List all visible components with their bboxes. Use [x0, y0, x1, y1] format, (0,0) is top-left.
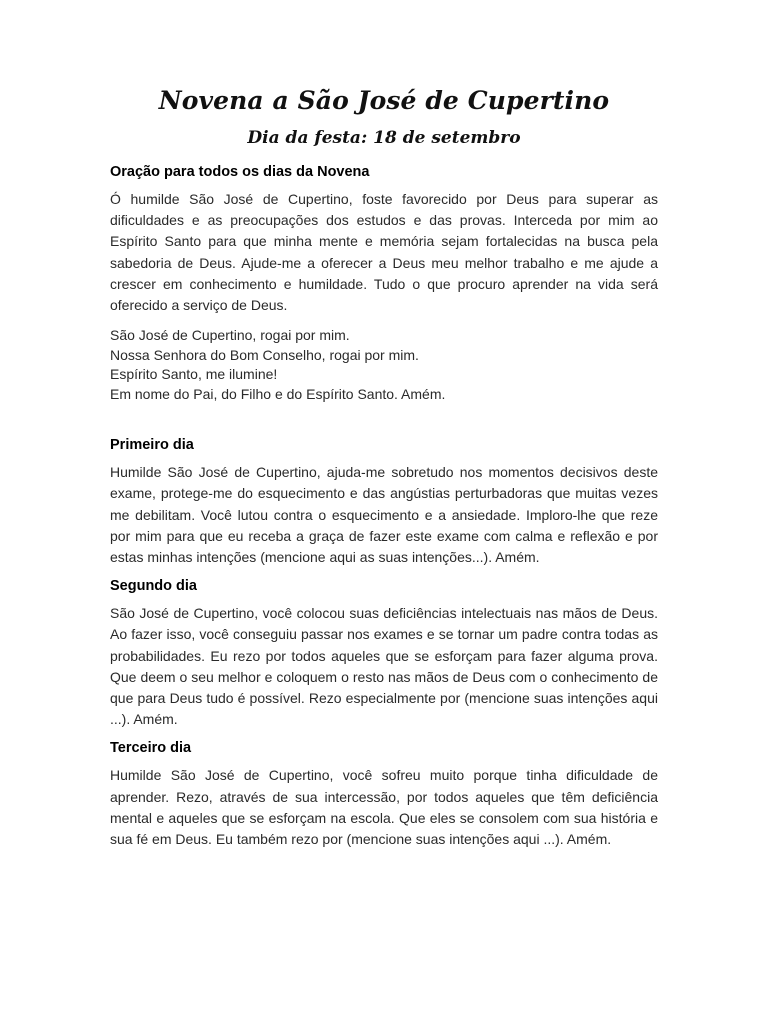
- invocation-line: Espírito Santo, me ilumine!: [110, 366, 278, 383]
- day-3-text: Humilde São José de Cupertino, você sofreu muito porque tinha dificuldade de aprender. Rezo, através de sua intercessão, por todos aqueles que têm deficiência mental e aqueles que se esforçam na escola. Que eles se consolem com sua história e sua fé em Deus. Eu também rezo por (mencione suas intenções aqui ...). Amém.: [110, 767, 658, 848]
- prayer-heading: Oração para todos os dias da Novena: [110, 164, 370, 180]
- day-1-heading: Primeiro dia: [110, 437, 194, 454]
- document-page: [110, 84, 658, 850]
- document-title: Novena a São José de Cupertino: [158, 86, 610, 115]
- day-2-text: São José de Cupertino, você colocou suas deficiências intelectuais nas mãos de Deus. Ao fazer isso, você conseguiu passar nos exames e se tornar um padre contra todas as probabilidades. Eu rezo por todos aqueles que se esforçam para fazer alguma prova. Que deem o seu melhor e coloquem o resto nas mãos de Deus com o conhecimento de que para Deus tudo é possível. Rezo especialmente por (mencione suas intenções aqui ...). Amém.: [110, 605, 658, 728]
- prayer-paragraph: Ó humilde São José de Cupertino, foste favorecido por Deus para superar as dificuldades e as preocupações dos estudos e das provas. Interceda por mim ao Espírito Santo para que minha mente e memória sejam fortalecidas na busca pela sabedoria de Deus. Ajude-me a oferecer a Deus meu melhor trabalho e me ajude a crescer em conhecimento e humildade. Tudo o que procuro aprender na vida será oferecido a serviço de Deus.: [110, 191, 658, 314]
- day-2-heading: Segundo dia: [110, 578, 197, 595]
- day-1-text: Humilde São José de Cupertino, ajuda-me sobretudo nos momentos decisivos deste exame, protege-me do esquecimento e das angústias perturbadoras que muitas vezes me debilitam. Você lutou contra o esquecimento e a ansiedade. Imploro-lhe que reze por mim para que eu receba a graça de fazer este exame com calma e reflexão e por estas minhas intenções (mencione aqui as suas intenções...). Amém.: [110, 464, 658, 566]
- invocations-list: [110, 326, 658, 404]
- invocation-line: São José de Cupertino, rogai por mim.: [110, 327, 350, 344]
- feast-day-subtitle: Dia da festa: 18 de setembro: [247, 128, 521, 148]
- day-3-heading: Terceiro dia: [110, 740, 192, 757]
- invocation-line: Em nome do Pai, do Filho e do Espírito Santo. Amém.: [110, 385, 446, 402]
- invocation-line: Nossa Senhora do Bom Conselho, rogai por mim.: [110, 346, 419, 363]
